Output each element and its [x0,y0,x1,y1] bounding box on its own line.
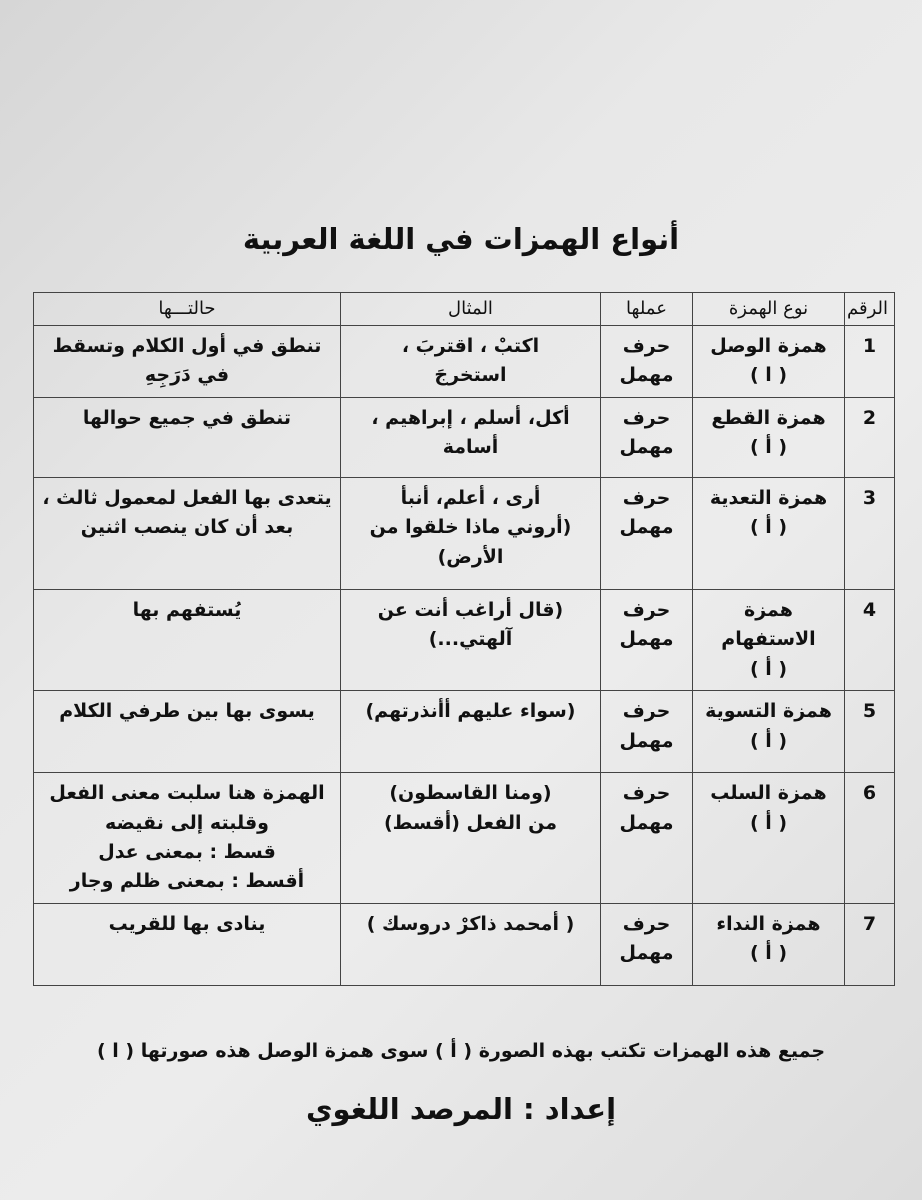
function-cell [601,691,693,773]
hamza-type-cell [693,903,845,985]
example-line: الأرض) [437,545,504,568]
footer-note: جميع هذه الهمزات تكتب بهذه الصورة ( أ ) سوى همزة الوصل هذه صورتها ( ا ) [96,1040,826,1062]
hamza-symbol: ( أ ) [749,942,788,965]
hamza-symbol: ( أ ) [749,657,788,680]
table-header-row [34,293,895,326]
hamza-type-cell [693,691,845,773]
row-number: 2 [845,397,895,477]
case-cell [34,773,341,904]
case-cell [34,477,341,589]
example-cell [341,773,601,904]
function-line-2: مهمل [619,942,674,965]
case-line: تنطق في جميع حوالها [82,406,292,429]
hamza-type: همزة الوصل [710,334,827,357]
header-case: حالتـــها [34,293,341,326]
example-cell [341,477,601,589]
table-row [34,477,895,589]
function-line-2: مهمل [619,436,674,459]
header-example: المثال [341,293,601,326]
example-line: أسامة [442,436,499,459]
function-cell [601,773,693,904]
hamza-table [33,292,895,986]
case-cell [34,325,341,397]
case-line: قسط : بمعنى عدل [98,840,276,863]
case-line: وقلبته إلى نقيضه [105,811,269,834]
hamza-symbol: ( أ ) [749,811,788,834]
hamza-type: همزة النداء [716,912,821,935]
table-row [34,691,895,773]
function-cell [601,325,693,397]
example-line: استخرجَ [434,364,507,387]
case-line: يتعدى بها الفعل لمعمول ثالث ، [42,486,332,509]
example-cell [341,691,601,773]
function-line-1: حرف [622,700,671,723]
row-number: 1 [845,325,895,397]
hamza-symbol: ( ا ) [749,364,788,387]
example-line: (ومنا القاسطون) [389,782,552,805]
hamza-type: همزة الاستفهام [721,598,816,651]
row-number: 5 [845,691,895,773]
hamza-symbol: ( أ ) [749,729,788,752]
case-line: يسوى بها بين طرفي الكلام [59,700,315,723]
function-line-1: حرف [622,912,671,935]
function-line-1: حرف [622,406,671,429]
function-line-1: حرف [622,334,671,357]
example-line: (أروني ماذا خلقوا من [369,516,572,539]
case-line: يُستفهم بها [132,598,242,621]
example-cell [341,397,601,477]
example-cell [341,589,601,690]
function-line-1: حرف [622,486,671,509]
row-number: 3 [845,477,895,589]
hamza-type-cell [693,589,845,690]
header-type: نوع الهمزة [693,293,845,326]
example-line: (سواء عليهم أأنذرتهم) [365,700,576,723]
table-row [34,773,895,904]
document-title: أنواع الهمزات في اللغة العربية [242,222,680,256]
case-line: في دَرَجِهِ [144,364,230,387]
hamza-type-cell [693,773,845,904]
function-line-2: مهمل [619,628,674,651]
function-line-1: حرف [622,598,671,621]
function-line-2: مهمل [619,364,674,387]
example-line: اكتبْ ، اقتربَ ، [401,334,540,357]
function-cell [601,397,693,477]
example-line: من الفعل (أقسط) [383,811,558,834]
example-line: أكل، أسلم ، إبراهيم ، [371,406,570,429]
table-row [34,589,895,690]
hamza-type-cell [693,325,845,397]
case-cell [34,397,341,477]
example-line: أرى ، أعلم، أنبأ [400,486,541,509]
case-cell [34,903,341,985]
example-line: ( أمحمد ذاكرْ دروسك ) [366,912,575,935]
function-line-2: مهمل [619,516,674,539]
header-func: عملها [601,293,693,326]
table-row [34,325,895,397]
function-cell [601,477,693,589]
hamza-type: همزة التسوية [705,700,832,723]
hamza-type-cell [693,397,845,477]
row-number: 6 [845,773,895,904]
function-line-1: حرف [622,782,671,805]
function-cell [601,589,693,690]
case-line: ينادى بها للقريب [108,912,266,935]
case-cell [34,589,341,690]
hamza-type-cell [693,477,845,589]
function-cell [601,903,693,985]
example-line: (قال أراغب أنت عن [377,598,564,621]
author-credit: إعداد : المرصد اللغوي [305,1092,617,1126]
example-line: آلهتي...) [428,628,513,651]
case-line: تنطق في أول الكلام وتسقط [52,334,322,357]
case-line: أقسط : بمعنى ظلم وجار [69,870,305,893]
example-cell [341,903,601,985]
case-line: الهمزة هنا سلبت معنى الفعل [49,782,325,805]
function-line-2: مهمل [619,729,674,752]
header-num: الرقم [845,293,895,326]
table-row [34,903,895,985]
hamza-symbol: ( أ ) [749,516,788,539]
table-row [34,397,895,477]
hamza-type: همزة القطع [711,406,826,429]
case-cell [34,691,341,773]
row-number: 7 [845,903,895,985]
hamza-symbol: ( أ ) [749,436,788,459]
example-cell [341,325,601,397]
row-number: 4 [845,589,895,690]
function-line-2: مهمل [619,811,674,834]
hamza-type: همزة السلب [710,782,827,805]
case-line: بعد أن كان ينصب اثنين [80,516,294,539]
hamza-type: همزة التعدية [709,486,828,509]
